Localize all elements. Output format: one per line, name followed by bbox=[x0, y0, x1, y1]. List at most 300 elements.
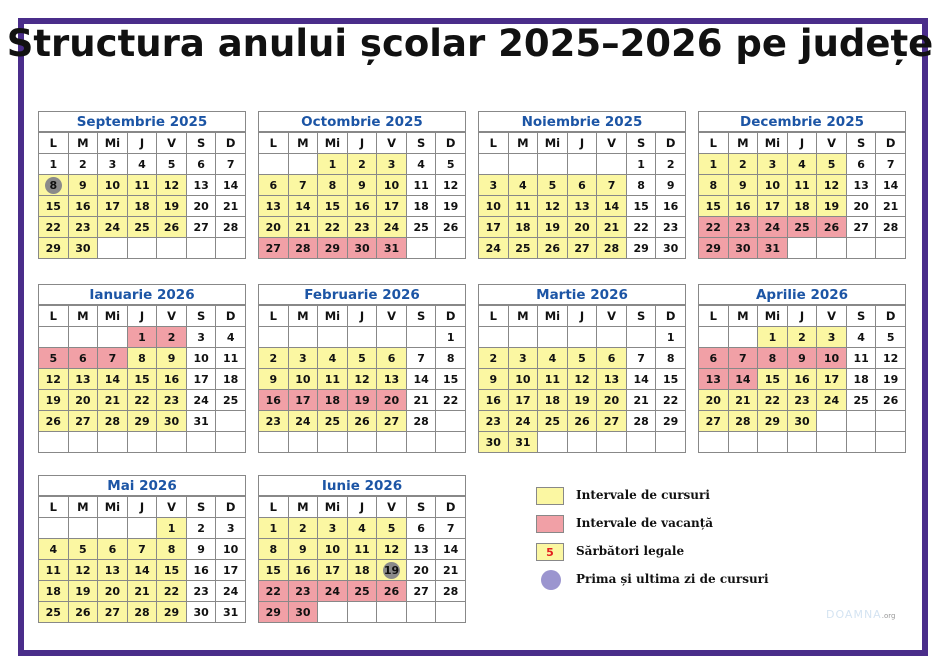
week-row bbox=[699, 369, 906, 390]
weekday-header: S bbox=[846, 133, 876, 154]
day-cell: 13 bbox=[186, 175, 216, 196]
week-row bbox=[39, 518, 246, 539]
week-row bbox=[259, 369, 466, 390]
day-cell: 7 bbox=[436, 518, 466, 539]
day-cell: 12 bbox=[876, 348, 906, 369]
day-cell: 21 bbox=[626, 390, 656, 411]
day-cell: 26 bbox=[39, 411, 69, 432]
day-cell: 24 bbox=[318, 581, 348, 602]
legend-label: Sărbători legale bbox=[576, 544, 685, 558]
month-calendar bbox=[38, 111, 246, 259]
day-cell bbox=[377, 327, 407, 348]
day-cell bbox=[157, 238, 187, 259]
weekday-header-row bbox=[699, 133, 906, 154]
day-cell: 11 bbox=[846, 348, 876, 369]
day-cell: 8 bbox=[157, 539, 187, 560]
month-title: Noiembrie 2025 bbox=[478, 111, 686, 132]
week-row bbox=[479, 348, 686, 369]
day-cell: 25 bbox=[846, 390, 876, 411]
month-title: Septembrie 2025 bbox=[38, 111, 246, 132]
day-cell: 18 bbox=[216, 369, 246, 390]
first-last-day-marker: 8 bbox=[45, 177, 62, 194]
day-cell: 11 bbox=[127, 175, 157, 196]
day-cell bbox=[127, 518, 157, 539]
day-cell bbox=[186, 238, 216, 259]
day-cell: 14 bbox=[597, 196, 627, 217]
legend-swatch-vacation bbox=[536, 515, 564, 533]
weekday-header: Mi bbox=[318, 133, 348, 154]
weekday-header: M bbox=[288, 133, 318, 154]
day-cell: 16 bbox=[68, 196, 98, 217]
day-cell bbox=[567, 432, 597, 453]
day-cell: 9 bbox=[68, 175, 98, 196]
day-cell: 29 bbox=[259, 602, 289, 623]
week-row bbox=[259, 432, 466, 453]
day-cell: 25 bbox=[406, 217, 436, 238]
day-cell: 23 bbox=[68, 217, 98, 238]
week-row bbox=[39, 539, 246, 560]
day-cell: 7 bbox=[216, 154, 246, 175]
day-cell: 7 bbox=[626, 348, 656, 369]
month-calendar bbox=[38, 475, 246, 623]
day-cell bbox=[98, 518, 128, 539]
day-cell: 12 bbox=[39, 369, 69, 390]
day-cell: 21 bbox=[98, 390, 128, 411]
day-cell: 24 bbox=[479, 238, 509, 259]
week-row bbox=[39, 411, 246, 432]
day-cell: 23 bbox=[347, 217, 377, 238]
week-row bbox=[699, 327, 906, 348]
day-cell: 2 bbox=[728, 154, 758, 175]
day-cell: 8 bbox=[626, 175, 656, 196]
month-calendar bbox=[698, 284, 906, 453]
day-cell bbox=[127, 432, 157, 453]
day-cell bbox=[288, 432, 318, 453]
weekday-header: Mi bbox=[98, 306, 128, 327]
week-row bbox=[259, 581, 466, 602]
day-cell: 28 bbox=[288, 238, 318, 259]
day-cell bbox=[538, 432, 568, 453]
day-cell: 30 bbox=[728, 238, 758, 259]
day-cell: 17 bbox=[508, 390, 538, 411]
day-cell: 29 bbox=[626, 238, 656, 259]
week-row bbox=[259, 348, 466, 369]
weekday-header: J bbox=[127, 497, 157, 518]
day-cell bbox=[318, 432, 348, 453]
day-cell: 22 bbox=[656, 390, 686, 411]
month-title: Mai 2026 bbox=[38, 475, 246, 496]
day-cell: 2 bbox=[157, 327, 187, 348]
day-cell: 26 bbox=[157, 217, 187, 238]
day-cell bbox=[436, 602, 466, 623]
weekday-header: M bbox=[728, 133, 758, 154]
week-row bbox=[259, 217, 466, 238]
day-cell bbox=[508, 327, 538, 348]
day-cell: 14 bbox=[876, 175, 906, 196]
day-cell: 15 bbox=[699, 196, 729, 217]
page-title: Structura anului școlar 2025–2026 pe județe bbox=[6, 22, 934, 65]
weekday-header: J bbox=[787, 133, 817, 154]
day-cell: 21 bbox=[216, 196, 246, 217]
day-cell: 27 bbox=[406, 581, 436, 602]
day-cell: 13 bbox=[98, 560, 128, 581]
first-last-day-marker: 19 bbox=[383, 563, 400, 577]
day-cell: 1 bbox=[656, 327, 686, 348]
day-cell: 15 bbox=[39, 196, 69, 217]
legend-label: Intervale de vacanță bbox=[576, 516, 714, 530]
day-cell: 21 bbox=[876, 196, 906, 217]
day-cell bbox=[846, 238, 876, 259]
weekday-header: L bbox=[699, 306, 729, 327]
day-cell: 5 bbox=[538, 175, 568, 196]
month-calendar bbox=[478, 284, 686, 453]
weekday-header: D bbox=[216, 306, 246, 327]
day-cell: 14 bbox=[626, 369, 656, 390]
day-cell bbox=[318, 327, 348, 348]
weekday-header: V bbox=[157, 133, 187, 154]
week-row bbox=[259, 390, 466, 411]
weekday-header: L bbox=[479, 133, 509, 154]
day-cell: 19 bbox=[347, 390, 377, 411]
day-cell: 13 bbox=[259, 196, 289, 217]
week-row bbox=[259, 411, 466, 432]
day-cell: 4 bbox=[406, 154, 436, 175]
day-cell: 5 bbox=[876, 327, 906, 348]
weekday-header-row bbox=[39, 133, 246, 154]
day-cell: 15 bbox=[656, 369, 686, 390]
day-cell: 29 bbox=[656, 411, 686, 432]
day-cell: 17 bbox=[216, 560, 246, 581]
day-cell bbox=[876, 432, 906, 453]
weekday-header: J bbox=[347, 497, 377, 518]
day-cell: 1 bbox=[758, 327, 788, 348]
week-row bbox=[699, 390, 906, 411]
day-cell: 11 bbox=[39, 560, 69, 581]
day-cell bbox=[259, 327, 289, 348]
day-cell: 8 bbox=[318, 175, 348, 196]
day-cell: 14 bbox=[728, 369, 758, 390]
day-cell: 20 bbox=[406, 560, 436, 581]
day-cell: 14 bbox=[406, 369, 436, 390]
day-cell bbox=[699, 327, 729, 348]
weekday-header: J bbox=[347, 306, 377, 327]
day-cell bbox=[479, 154, 509, 175]
day-cell: 20 bbox=[68, 390, 98, 411]
weekday-header: V bbox=[817, 306, 847, 327]
day-cell bbox=[347, 327, 377, 348]
week-row bbox=[479, 327, 686, 348]
day-cell: 5 bbox=[39, 348, 69, 369]
day-cell: 27 bbox=[186, 217, 216, 238]
day-cell: 24 bbox=[186, 390, 216, 411]
day-cell: 13 bbox=[699, 369, 729, 390]
day-cell: 11 bbox=[406, 175, 436, 196]
day-cell: 10 bbox=[288, 369, 318, 390]
weekday-header: D bbox=[876, 133, 906, 154]
day-cell: 10 bbox=[758, 175, 788, 196]
day-cell: 28 bbox=[406, 411, 436, 432]
day-cell: 24 bbox=[216, 581, 246, 602]
day-cell: 11 bbox=[318, 369, 348, 390]
weekday-header: S bbox=[186, 497, 216, 518]
day-cell bbox=[39, 327, 69, 348]
day-cell: 26 bbox=[347, 411, 377, 432]
day-cell bbox=[186, 432, 216, 453]
day-cell: 18 bbox=[39, 581, 69, 602]
day-cell: 15 bbox=[436, 369, 466, 390]
day-cell: 2 bbox=[288, 518, 318, 539]
weekday-header: L bbox=[39, 306, 69, 327]
day-cell bbox=[216, 432, 246, 453]
weekday-header: M bbox=[68, 133, 98, 154]
weekday-header: L bbox=[479, 306, 509, 327]
day-cell: 25 bbox=[39, 602, 69, 623]
day-cell: 23 bbox=[787, 390, 817, 411]
weekday-header-row bbox=[259, 133, 466, 154]
weekday-header: L bbox=[259, 306, 289, 327]
day-cell: 9 bbox=[259, 369, 289, 390]
week-row bbox=[699, 154, 906, 175]
day-cell: 10 bbox=[186, 348, 216, 369]
day-cell: 28 bbox=[216, 217, 246, 238]
day-cell: 3 bbox=[186, 327, 216, 348]
day-cell: 10 bbox=[817, 348, 847, 369]
day-cell: 31 bbox=[508, 432, 538, 453]
week-row bbox=[699, 432, 906, 453]
month-title: Aprilie 2026 bbox=[698, 284, 906, 305]
day-cell bbox=[817, 411, 847, 432]
day-cell: 1 bbox=[157, 518, 187, 539]
day-cell bbox=[216, 238, 246, 259]
day-cell: 4 bbox=[127, 154, 157, 175]
month-title: Decembrie 2025 bbox=[698, 111, 906, 132]
day-cell bbox=[728, 327, 758, 348]
day-cell: 29 bbox=[318, 238, 348, 259]
day-cell: 16 bbox=[479, 390, 509, 411]
day-cell: 28 bbox=[436, 581, 466, 602]
day-cell bbox=[656, 432, 686, 453]
day-cell: 24 bbox=[98, 217, 128, 238]
day-cell: 1 bbox=[626, 154, 656, 175]
day-cell: 26 bbox=[68, 602, 98, 623]
weekday-header: J bbox=[127, 306, 157, 327]
day-cell: 23 bbox=[728, 217, 758, 238]
day-cell: 8 bbox=[259, 539, 289, 560]
weekday-header: Mi bbox=[98, 497, 128, 518]
weekday-header: V bbox=[597, 133, 627, 154]
day-cell: 7 bbox=[98, 348, 128, 369]
day-cell: 28 bbox=[876, 217, 906, 238]
day-cell: 10 bbox=[98, 175, 128, 196]
day-cell bbox=[817, 238, 847, 259]
day-cell: 5 bbox=[377, 518, 407, 539]
weekday-header: D bbox=[216, 497, 246, 518]
day-cell: 26 bbox=[567, 411, 597, 432]
day-cell: 6 bbox=[68, 348, 98, 369]
month-calendar bbox=[258, 284, 466, 453]
day-cell: 4 bbox=[787, 154, 817, 175]
day-cell: 3 bbox=[758, 154, 788, 175]
day-cell: 11 bbox=[538, 369, 568, 390]
day-cell: 6 bbox=[597, 348, 627, 369]
day-cell: 17 bbox=[288, 390, 318, 411]
day-cell bbox=[347, 432, 377, 453]
day-cell: 6 bbox=[699, 348, 729, 369]
week-row bbox=[699, 175, 906, 196]
day-cell bbox=[479, 327, 509, 348]
legend-label: Prima și ultima zi de cursuri bbox=[576, 572, 769, 586]
weekday-header: S bbox=[186, 133, 216, 154]
day-cell bbox=[377, 432, 407, 453]
day-cell: 25 bbox=[787, 217, 817, 238]
day-cell: 16 bbox=[259, 390, 289, 411]
day-cell: 5 bbox=[817, 154, 847, 175]
day-cell bbox=[787, 238, 817, 259]
weekday-header: Mi bbox=[538, 306, 568, 327]
day-cell: 1 bbox=[39, 154, 69, 175]
day-cell: 8 bbox=[758, 348, 788, 369]
day-cell: 15 bbox=[127, 369, 157, 390]
day-cell: 2 bbox=[787, 327, 817, 348]
day-cell: 30 bbox=[656, 238, 686, 259]
day-cell: 7 bbox=[288, 175, 318, 196]
day-cell: 9 bbox=[656, 175, 686, 196]
day-cell: 16 bbox=[728, 196, 758, 217]
day-cell: 6 bbox=[259, 175, 289, 196]
day-cell bbox=[728, 432, 758, 453]
day-cell: 23 bbox=[656, 217, 686, 238]
day-cell: 12 bbox=[68, 560, 98, 581]
day-cell: 12 bbox=[817, 175, 847, 196]
day-cell bbox=[157, 432, 187, 453]
day-cell: 28 bbox=[127, 602, 157, 623]
day-cell: 10 bbox=[377, 175, 407, 196]
day-cell: 16 bbox=[186, 560, 216, 581]
day-cell bbox=[39, 175, 69, 196]
day-cell: 4 bbox=[508, 175, 538, 196]
day-cell bbox=[318, 602, 348, 623]
weekday-header: J bbox=[567, 133, 597, 154]
day-cell: 23 bbox=[186, 581, 216, 602]
weekday-header: D bbox=[436, 306, 466, 327]
weekday-header: L bbox=[259, 133, 289, 154]
day-cell: 3 bbox=[318, 518, 348, 539]
day-cell: 13 bbox=[597, 369, 627, 390]
weekday-header: S bbox=[406, 133, 436, 154]
day-cell: 22 bbox=[699, 217, 729, 238]
weekday-header: M bbox=[68, 306, 98, 327]
day-cell: 4 bbox=[318, 348, 348, 369]
weekday-header: Mi bbox=[758, 133, 788, 154]
day-cell: 25 bbox=[216, 390, 246, 411]
day-cell: 24 bbox=[288, 411, 318, 432]
day-cell bbox=[436, 411, 466, 432]
day-cell: 20 bbox=[259, 217, 289, 238]
day-cell bbox=[597, 154, 627, 175]
day-cell: 14 bbox=[216, 175, 246, 196]
week-row bbox=[479, 390, 686, 411]
day-cell bbox=[699, 432, 729, 453]
day-cell: 19 bbox=[538, 217, 568, 238]
week-row bbox=[259, 327, 466, 348]
weekday-header: L bbox=[699, 133, 729, 154]
month-calendar bbox=[258, 475, 466, 623]
day-cell: 20 bbox=[699, 390, 729, 411]
day-cell: 30 bbox=[479, 432, 509, 453]
day-cell: 2 bbox=[259, 348, 289, 369]
weekday-header-row bbox=[39, 306, 246, 327]
week-row bbox=[39, 432, 246, 453]
day-cell: 20 bbox=[377, 390, 407, 411]
day-cell: 6 bbox=[98, 539, 128, 560]
day-cell: 9 bbox=[479, 369, 509, 390]
week-row bbox=[259, 154, 466, 175]
day-cell bbox=[406, 432, 436, 453]
month-title: Octombrie 2025 bbox=[258, 111, 466, 132]
day-cell: 7 bbox=[876, 154, 906, 175]
day-cell: 3 bbox=[98, 154, 128, 175]
month-title: Martie 2026 bbox=[478, 284, 686, 305]
day-cell: 18 bbox=[538, 390, 568, 411]
day-cell: 11 bbox=[787, 175, 817, 196]
day-cell: 31 bbox=[377, 238, 407, 259]
weekday-header: V bbox=[377, 306, 407, 327]
day-cell: 8 bbox=[127, 348, 157, 369]
weekday-header: J bbox=[787, 306, 817, 327]
weekday-header: Mi bbox=[318, 306, 348, 327]
weekday-header-row bbox=[479, 306, 686, 327]
day-cell bbox=[98, 432, 128, 453]
day-cell: 20 bbox=[98, 581, 128, 602]
weekday-header: M bbox=[508, 133, 538, 154]
day-cell: 16 bbox=[157, 369, 187, 390]
weekday-header: J bbox=[127, 133, 157, 154]
day-cell bbox=[626, 327, 656, 348]
day-cell: 10 bbox=[508, 369, 538, 390]
day-cell bbox=[538, 154, 568, 175]
weekday-header: Mi bbox=[758, 306, 788, 327]
legend-swatch-holiday: 5 bbox=[536, 543, 564, 561]
day-cell: 18 bbox=[787, 196, 817, 217]
day-cell bbox=[98, 327, 128, 348]
weekday-header: M bbox=[508, 306, 538, 327]
day-cell bbox=[538, 327, 568, 348]
day-cell: 19 bbox=[68, 581, 98, 602]
week-row bbox=[39, 560, 246, 581]
month-calendar bbox=[258, 111, 466, 259]
week-row bbox=[39, 602, 246, 623]
day-cell: 7 bbox=[406, 348, 436, 369]
day-cell: 19 bbox=[567, 390, 597, 411]
day-cell: 29 bbox=[699, 238, 729, 259]
week-row bbox=[479, 154, 686, 175]
day-cell: 13 bbox=[68, 369, 98, 390]
weekday-header: V bbox=[817, 133, 847, 154]
week-row bbox=[39, 196, 246, 217]
day-cell: 14 bbox=[98, 369, 128, 390]
day-cell: 23 bbox=[288, 581, 318, 602]
day-cell: 24 bbox=[758, 217, 788, 238]
weekday-header: D bbox=[876, 306, 906, 327]
day-cell bbox=[758, 432, 788, 453]
day-cell bbox=[377, 560, 407, 581]
weekday-header: D bbox=[216, 133, 246, 154]
day-cell: 5 bbox=[347, 348, 377, 369]
day-cell: 16 bbox=[656, 196, 686, 217]
day-cell: 24 bbox=[377, 217, 407, 238]
day-cell: 27 bbox=[846, 217, 876, 238]
day-cell: 2 bbox=[347, 154, 377, 175]
